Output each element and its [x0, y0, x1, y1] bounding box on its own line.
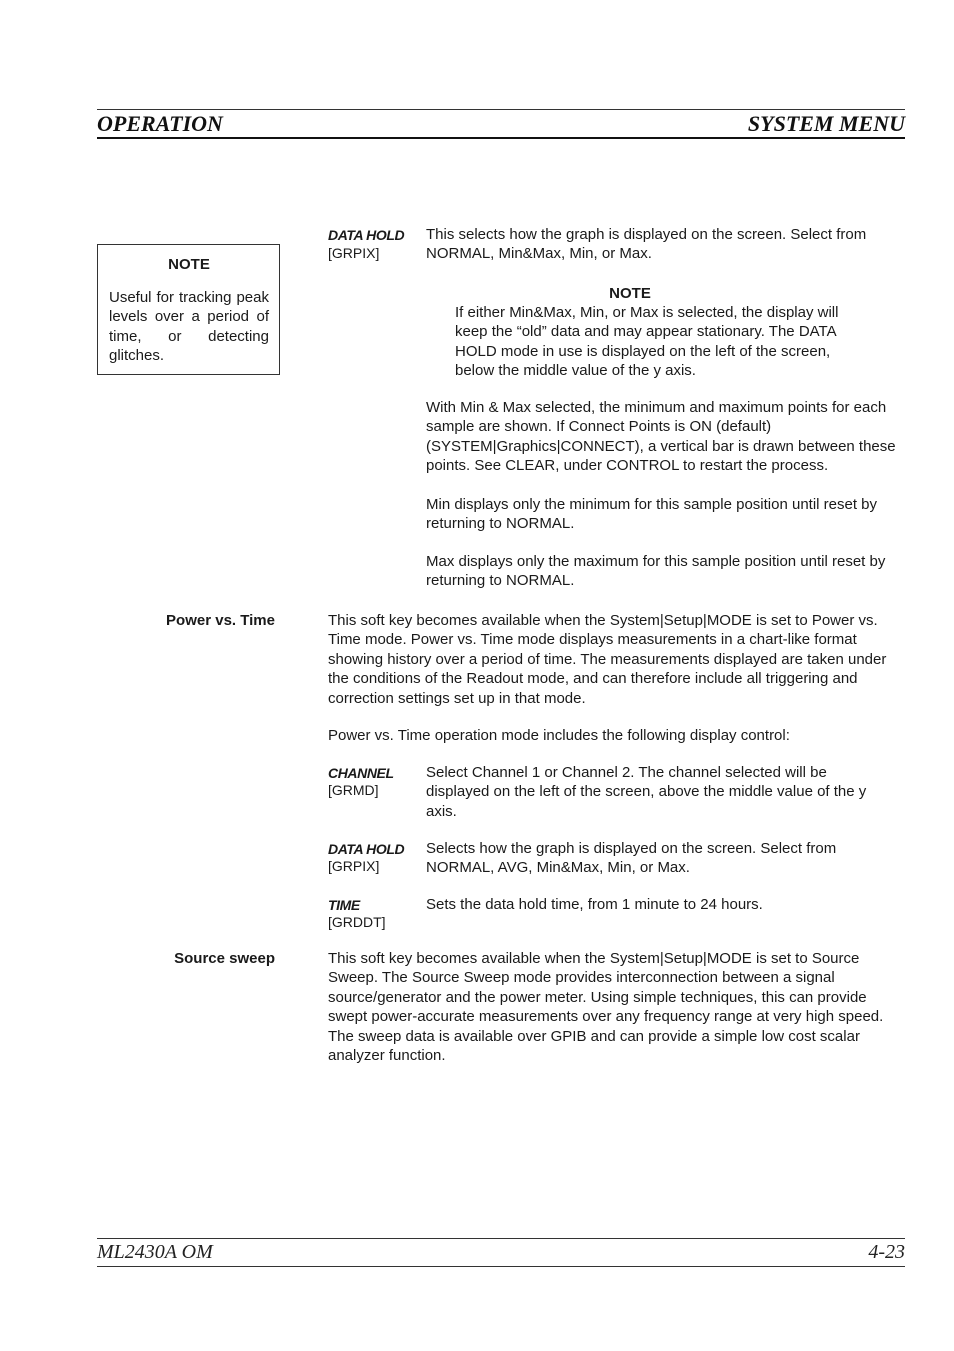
header-chapter-title: SYSTEM MENU — [747, 111, 905, 136]
footer-manual-title: ML2430A OM — [97, 1241, 213, 1263]
channel-term: CHANNEL — [328, 765, 394, 781]
inner-note-body: If either Min&Max, Min, or Max is selected, the display will keep the “old” data and may appear stationary. The DATA HOLD mode in use is displayed on the left of the screen, below the middle value of the y axis. — [455, 304, 839, 380]
side-note-body: Useful for tracking peak levels over a period of time, or detecting glitches. — [109, 288, 269, 364]
time-description: Sets the data hold time, from 1 minute to 24 hours. — [426, 896, 763, 913]
power-vs-time-intro: Power vs. Time operation mode includes the following display control: — [328, 727, 790, 744]
footer-page-number: 4-23 — [868, 1241, 905, 1263]
power-vs-time-paragraph: This soft key becomes available when the System|Setup|MODE is set to Power vs. Time mode. Power vs. Time mode displays measurements in a chart-like format showing history over a period of time. The measurements displayed are taken under the conditions of the Readout mode, and can therefore include all triggering and correction settings set up in that mode. — [328, 612, 887, 707]
channel-code: [GRMD] — [328, 782, 379, 798]
min-paragraph: Min displays only the minimum for this sample position until reset by returning to NORMAL. — [426, 496, 878, 533]
minmax-paragraph: With Min & Max selected, the minimum and maximum points for each sample are shown. If Connect Points is ON (default) (SYSTEM|Graphics|CONNECT), a vertical bar is drawn between these points. See CLEAR, under CONTROL to restart the process. — [426, 399, 896, 475]
header-section-title: OPERATION — [97, 111, 223, 136]
side-note-title: NOTE — [168, 256, 210, 273]
data-hold-code: [GRPIX] — [328, 245, 380, 261]
max-paragraph: Max displays only the maximum for this sample position until reset by returning to NORMAL. — [426, 553, 886, 590]
time-code: [GRDDT] — [328, 914, 386, 930]
pvt-data-hold-description: Selects how the graph is displayed on the screen. Select from NORMAL, AVG, Min&Max, Min, or Max. — [426, 840, 837, 877]
source-sweep-heading: Source sweep — [174, 950, 275, 967]
channel-description: Select Channel 1 or Channel 2. The channel selected will be displayed on the left of the screen, above the middle value of the y axis. — [426, 764, 867, 820]
footer-bottom-rule — [97, 1266, 905, 1267]
footer-top-rule — [97, 1238, 905, 1239]
header-bottom-rule — [97, 137, 905, 139]
power-vs-time-heading: Power vs. Time — [166, 612, 275, 629]
pvt-data-hold-term: DATA HOLD — [328, 841, 405, 857]
side-note-box — [97, 244, 280, 375]
pvt-data-hold-code: [GRPIX] — [328, 858, 380, 874]
data-hold-term: DATA HOLD — [328, 227, 405, 243]
inner-note-title: NOTE — [609, 285, 651, 302]
data-hold-description: This selects how the graph is displayed on the screen. Select from NORMAL, Min&Max, Min, or Max. — [426, 226, 867, 263]
header-top-rule — [97, 109, 905, 110]
time-term: TIME — [328, 897, 360, 913]
source-sweep-paragraph: This soft key becomes available when the System|Setup|MODE is set to Source Sweep. The Source Sweep mode provides interconnection between a signal source/generator and the power meter. Using simple techniques, this can provide swept power-accurate measurements over any frequency range at very high speed. The sweep data is available over GPIB and can provide a simple low cost scalar analyzer function. — [328, 950, 884, 1065]
